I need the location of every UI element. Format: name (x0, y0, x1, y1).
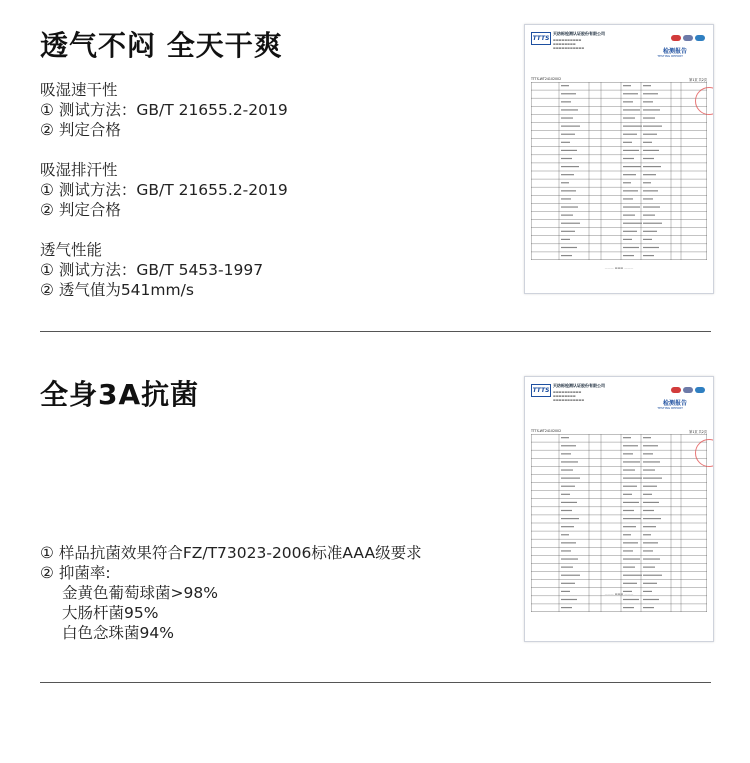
report-footer: ——— ▬▬▬ ——— (604, 266, 634, 270)
section-divider (40, 682, 711, 683)
inhibition-heading: ② 抑菌率: (40, 564, 111, 582)
report-number: TTTS-WT24102002 (531, 77, 562, 81)
report-number: TTTS-WT24102002 (531, 429, 562, 433)
report-org: 天纺标检测认证股份有限公司 (553, 383, 605, 388)
test-method: ① 测试方法：GB/T 5453-1997 (40, 261, 264, 279)
report-table (531, 434, 707, 612)
rate-candida: 白色念珠菌94% (62, 624, 174, 642)
section-title: 透气不闷 全天干爽 (40, 29, 283, 62)
block-heading: 透气性能 (40, 241, 103, 259)
report-title-en: TESTING REPORT (657, 54, 683, 58)
antibacterial-block (40, 543, 422, 643)
air-permeability-block (40, 240, 263, 300)
standard-line: ① 样品抗菌效果符合FZ/T73023-2006标准AAA级要求 (40, 544, 422, 562)
report-title: 检测报告 (662, 48, 687, 55)
report-header (525, 25, 713, 77)
report-table (531, 82, 707, 260)
tttc-logo-icon: TTTS (531, 384, 551, 397)
breathability-section (0, 0, 750, 332)
report-page: 第1页 共2页 (689, 78, 707, 82)
report-header (525, 377, 713, 429)
test-report-image (524, 376, 714, 642)
tttc-logo-icon: TTTS (531, 32, 551, 45)
moisture-wicking-block (40, 160, 288, 220)
block-heading: 吸湿排汗性 (40, 161, 118, 179)
report-footer: ——— ▬▬▬ ——— (604, 592, 634, 596)
antibacterial-section (0, 333, 750, 683)
cert-marks-icon (671, 35, 705, 41)
section-divider (40, 331, 711, 332)
result: ② 判定合格 (40, 201, 121, 219)
report-org-sub: ▬▬▬▬▬▬▬▬▬▬ ▬▬▬▬▬▬▬▬ ▬▬▬▬▬▬▬▬▬▬▬ (553, 390, 585, 402)
report-title-en: TESTING REPORT (657, 406, 683, 410)
result: ② 判定合格 (40, 121, 121, 139)
quick-dry-block (40, 80, 288, 140)
report-page: 第1页 共2页 (689, 430, 707, 434)
test-report-image (524, 24, 714, 294)
cert-marks-icon (671, 387, 705, 393)
report-org-sub: ▬▬▬▬▬▬▬▬▬▬ ▬▬▬▬▬▬▬▬ ▬▬▬▬▬▬▬▬▬▬▬ (553, 38, 585, 50)
test-method: ① 测试方法：GB/T 21655.2-2019 (40, 101, 288, 119)
block-heading: 吸湿速干性 (40, 81, 118, 99)
rate-ecoli: 大肠杆菌95% (62, 604, 159, 622)
report-title: 检测报告 (662, 400, 687, 407)
report-org: 天纺标检测认证股份有限公司 (553, 31, 605, 36)
test-method: ① 测试方法：GB/T 21655.2-2019 (40, 181, 288, 199)
section-title: 全身3A抗菌 (40, 378, 200, 411)
rate-staph: 金黄色葡萄球菌>98% (62, 584, 218, 602)
result: ② 透气值为541mm/s (40, 281, 194, 299)
